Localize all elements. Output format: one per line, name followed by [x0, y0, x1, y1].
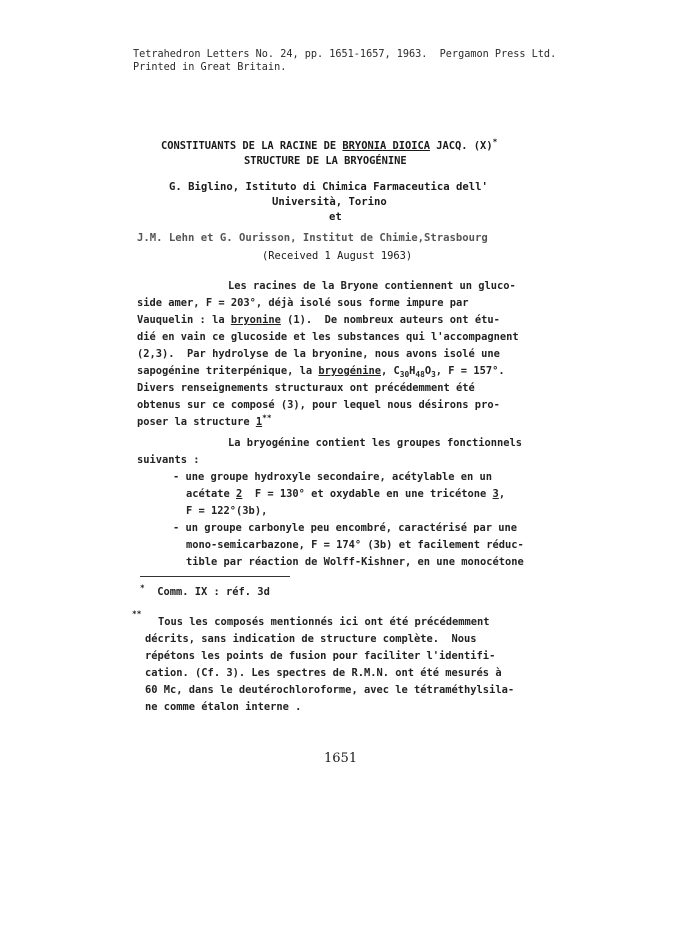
formula-o: O	[424, 365, 432, 377]
para1-line3-pre: Vauquelin : la	[137, 314, 231, 326]
footnote-2-line2: décrits, sans indication de structure complète. Nous	[145, 633, 477, 645]
formula-sub-30: 30	[399, 370, 410, 380]
formula-sub-48: 48	[415, 370, 425, 380]
bullet2-line1: - un groupe carbonyle peu encombré, caractérisé par une	[173, 522, 518, 534]
footnote-2-line6: ne comme étalon interne .	[145, 701, 302, 713]
bullet1-line2	[186, 488, 505, 501]
bullet2-line3: tible par réaction de Wolff-Kishner, en une monocétone	[186, 556, 524, 568]
footnote-mark-2: **	[262, 413, 272, 423]
author-affiliation-1: G. Biglino, Istituto di Chimica Farmaceutica dell'	[169, 181, 488, 193]
para1-line6-pre: sapogénine triterpénique, la	[137, 365, 319, 377]
article-title-line2: STRUCTURE DE LA BRYOGÉNINE	[244, 155, 407, 167]
footnote-1	[140, 583, 270, 599]
footnote-1-text: Comm. IX : réf. 3d	[157, 586, 270, 598]
footnote-2-mark	[132, 609, 142, 625]
para1-line6-post: , F = 157°.	[435, 365, 505, 377]
author-affiliation-2: J.M. Lehn et G. Ourisson, Institut de Chimie,Strasbourg	[137, 232, 488, 244]
para1-line3-post: (1). De nombreux auteurs ont étu-	[280, 314, 500, 326]
title-species: BRYONIA DIOICA	[342, 140, 431, 152]
bullet1-line2-mid: F = 130° et oxydable en une tricétone	[242, 488, 493, 500]
bullet1-line3: F = 122°(3b),	[186, 505, 268, 517]
para1-line6	[137, 365, 505, 378]
para1-line8: obtenus sur ce composé (3), pour lequel nous désirons pro-	[137, 399, 500, 411]
para1-line5: (2,3). Par hydrolyse de la bryonine, nous avons isolé une	[137, 348, 500, 360]
footnote-2-line3: répétons les points de fusion pour faciliter l'identifi-	[145, 650, 496, 662]
footnote-2-line5: 60 Mc, dans le deutérochloroforme, avec le tétraméthylsila-	[145, 684, 515, 696]
received-date: (Received 1 August 1963)	[262, 250, 413, 262]
para1-line4: dié en vain ce glucoside et les substances qui l'accompagnent	[137, 331, 519, 343]
bullet1-line2-pre: acétate	[186, 488, 237, 500]
para1-line9-pre: poser la structure	[137, 416, 256, 428]
para1-line3	[137, 314, 500, 327]
article-title-line1	[161, 137, 498, 153]
para2-line2: suivants :	[137, 454, 200, 466]
bryogenine-term: bryogénine	[318, 365, 381, 377]
formula-c: , C	[380, 365, 400, 377]
bullet2-line2: mono-semicarbazone, F = 174° (3b) et facilement réduc-	[186, 539, 524, 551]
para2-line1: La bryogénine contient les groupes fonctionnels	[228, 437, 523, 449]
title-footnote-mark: *	[492, 137, 498, 147]
footnote-2-line4: cation. (Cf. 3). Les spectres de R.M.N. ont été mesurés à	[145, 667, 502, 679]
affiliation-city-1: Università, Torino	[272, 196, 387, 208]
page-number: 1651	[324, 751, 358, 766]
bullet1-line1: - une groupe hydroxyle secondaire, acétylable en un	[173, 471, 493, 483]
printed-in-note: Printed in Great Britain.	[133, 62, 287, 73]
footnote-2-mark-glyph: **	[132, 609, 142, 619]
title-prefix: CONSTITUANTS DE LA RACINE DE	[161, 140, 343, 152]
formula-sub-3: 3	[431, 370, 436, 380]
para1-line7: Divers renseignements structuraux ont précédemment été	[137, 382, 475, 394]
bullet1-line2-post: ,	[498, 488, 506, 500]
para1-line9	[137, 413, 272, 429]
bryonine-term: bryonine	[230, 314, 281, 326]
title-suffix: JACQ. (X)	[430, 140, 493, 152]
journal-citation: Tetrahedron Letters No. 24, pp. 1651-1657, 1963. Pergamon Press Ltd.	[133, 49, 557, 60]
structure-number-1: 1	[255, 416, 263, 428]
para1-line2: side amer, F = 203°, déjà isolé sous forme impure par	[137, 297, 469, 309]
compound-number-2: 2	[236, 488, 243, 500]
author-conjunction: et	[329, 211, 342, 223]
footnote-separator	[140, 576, 290, 577]
footnote-1-mark: *	[140, 583, 145, 593]
footnote-2-line1: Tous les composés mentionnés ici ont été précédemment	[158, 616, 490, 628]
formula-h: H	[409, 365, 416, 377]
compound-number-3: 3	[492, 488, 499, 500]
para1-line1: Les racines de la Bryone contiennent un gluco-	[228, 280, 516, 292]
